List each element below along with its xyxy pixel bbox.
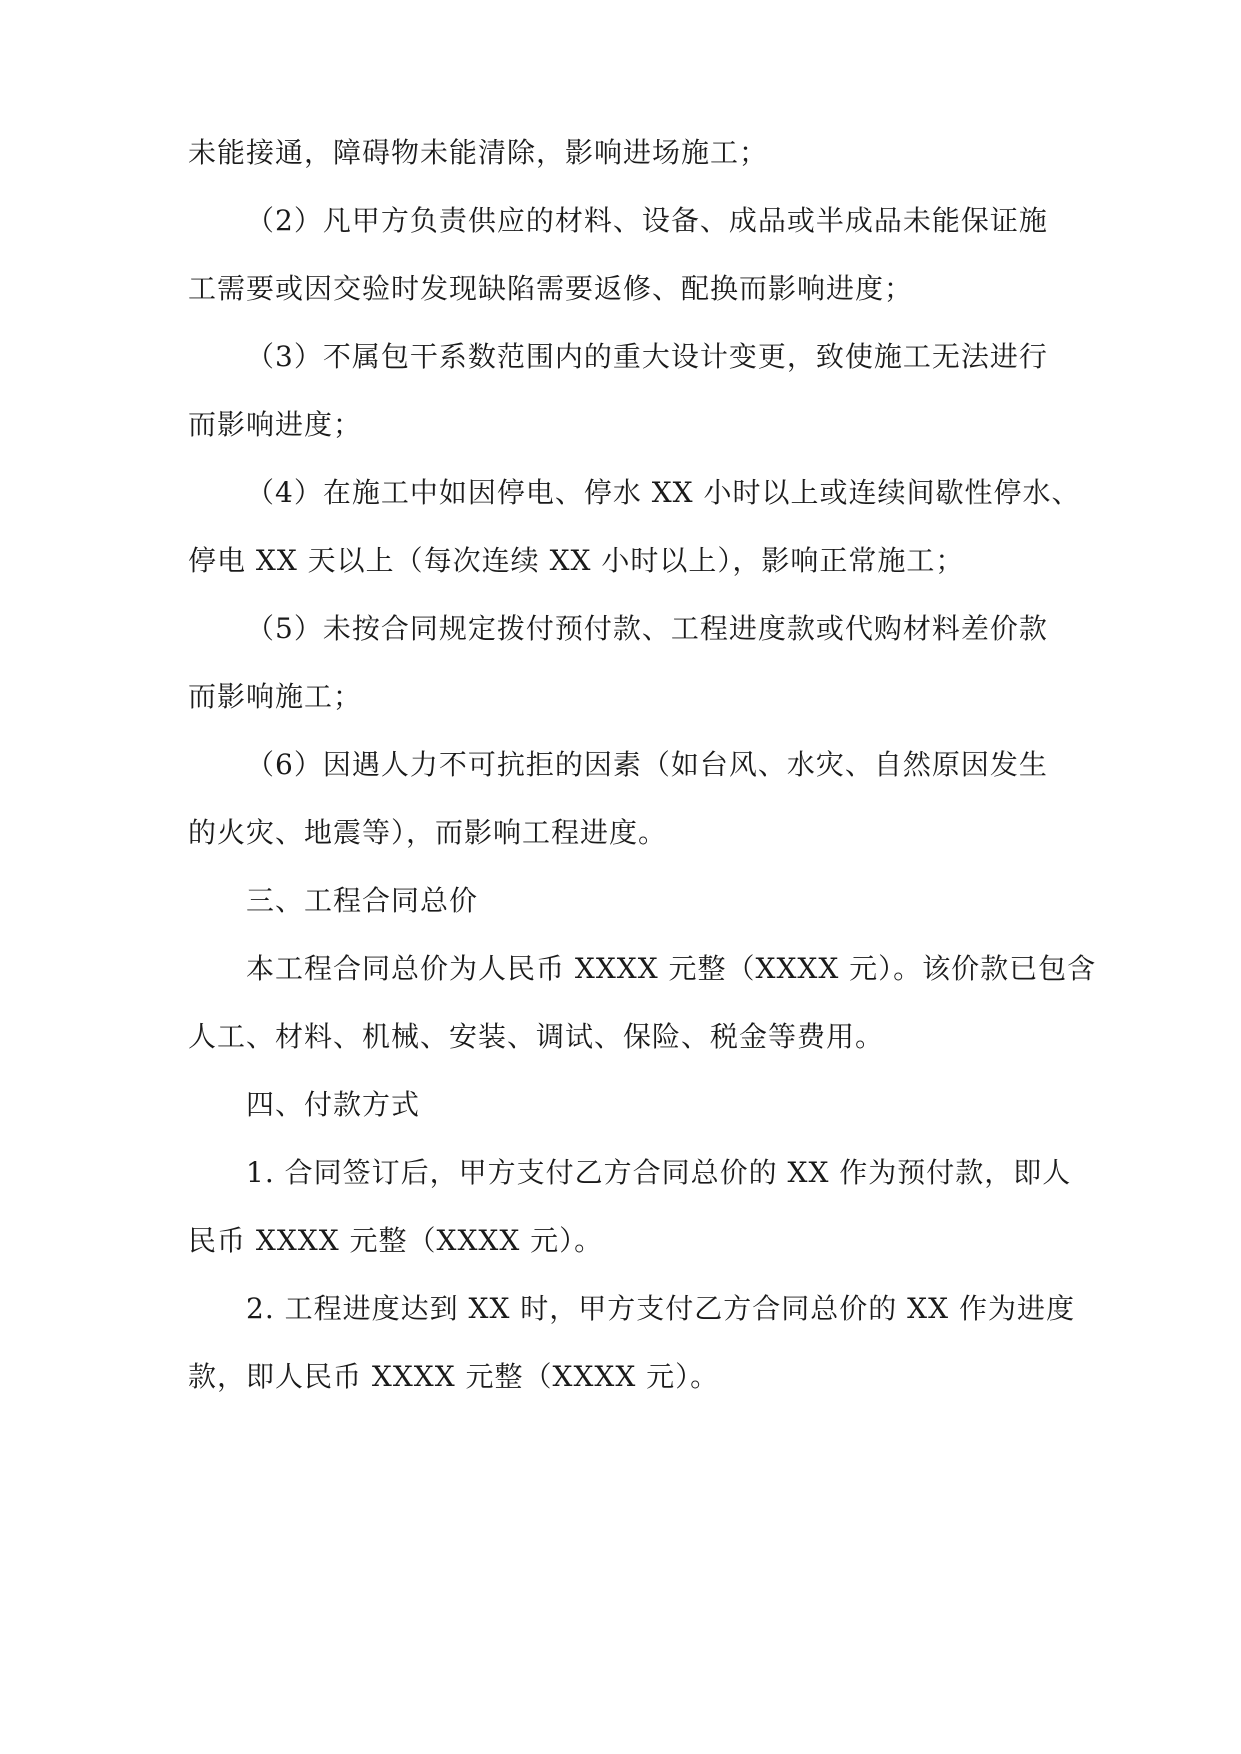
section-heading-payment: 四、付款方式 xyxy=(246,1088,421,1121)
section-heading-contract-price: 三、工程合同总价 xyxy=(246,884,479,917)
clause-5-line-1: （5）未按合同规定拨付预付款、工程进度款或代购材料差价款 xyxy=(246,612,1048,645)
payment-item-1-line-1: 1. 合同签订后，甲方支付乙方合同总价的 XX 作为预付款，即人 xyxy=(246,1156,1072,1189)
payment-item-1-line-2: 民币 XXXX 元整（XXXX 元）。 xyxy=(188,1224,604,1257)
text-line: 未能接通，障碍物未能清除，影响进场施工； xyxy=(188,136,769,169)
clause-4-line-2: 停电 XX 天以上（每次连续 XX 小时以上），影响正常施工； xyxy=(188,544,965,577)
payment-item-2-line-2: 款，即人民币 XXXX 元整（XXXX 元）。 xyxy=(188,1360,720,1393)
clause-6-line-2: 的火灾、地震等），而影响工程进度。 xyxy=(188,816,668,849)
clause-3-line-1: （3）不属包干系数范围内的重大设计变更，致使施工无法进行 xyxy=(246,340,1048,373)
payment-item-2-line-1: 2. 工程进度达到 XX 时，甲方支付乙方合同总价的 XX 作为进度 xyxy=(246,1292,1075,1325)
contract-price-line-2: 人工、材料、机械、安装、调试、保险、税金等费用。 xyxy=(188,1020,885,1053)
clause-3-line-2: 而影响进度； xyxy=(188,408,363,441)
clause-5-line-2: 而影响施工； xyxy=(188,680,363,713)
clause-2-line-2: 工需要或因交验时发现缺陷需要返修、配换而影响进度； xyxy=(188,272,914,305)
clause-4-line-1: （4）在施工中如因停电、停水 XX 小时以上或连续间歇性停水、 xyxy=(246,476,1081,509)
contract-price-line-1: 本工程合同总价为人民币 XXXX 元整（XXXX 元）。该价款已包含 xyxy=(246,952,1097,985)
clause-6-line-1: （6）因遇人力不可抗拒的因素（如台风、水灾、自然原因发生 xyxy=(246,748,1048,781)
clause-2-line-1: （2）凡甲方负责供应的材料、设备、成品或半成品未能保证施 xyxy=(246,204,1048,237)
